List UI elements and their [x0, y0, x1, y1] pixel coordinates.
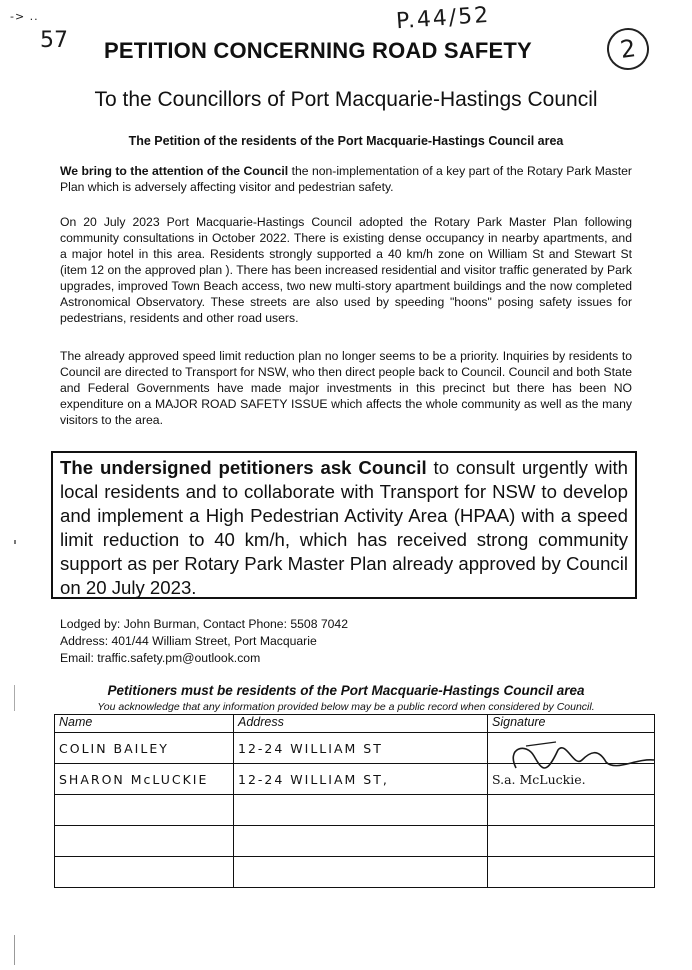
scan-artifact [14, 540, 16, 544]
signatory-signature[interactable]: S.a. McLuckie. [488, 764, 655, 795]
table-row [55, 857, 655, 888]
issue-paragraph: The already approved speed limit reduction plan no longer seems to be a priority. Inquiries by residents to Council are directed to Transport for NSW, who then direct people back to Council. Council and both State and Federal Governments have made major investments in this precinct but there has been NO expenditure on a MAJOR ROAD SAFETY ISSUE which affects the whole community as well as the many visitors to the area. [60, 349, 632, 427]
petition-request-box [51, 451, 637, 599]
header-name: Name [55, 715, 234, 733]
signatory-address[interactable] [234, 826, 488, 857]
request-text: to consult urgently with local residents and to collaborate with Transport for NSW to develop and implement a High Pedestrian Activity Area (HPAA) with a speed limit reduction to 40 km/h, which has received strong community support as per Rotary Park Master Plan already approved by Council on 20 July 2023. [60, 457, 628, 598]
handwritten-page-reference: P.44/52 [395, 2, 491, 35]
signatory-signature[interactable] [488, 795, 655, 826]
background-paragraph: On 20 July 2023 Port Macquarie-Hastings Council adopted the Rotary Park Master Plan following community consultations in October 2022. There is existing dense occupancy in nearby apartments, and a major hotel in this area. Residents strongly supported a 40 km/h zone on William St and Stewart St (item 12 on the approved plan ). There has been increased residential and visitor traffic generated by Park upgrades, improved Town Beach access, two new multi-story apartment buildings and the now completed Astronomical Observatory. These streets are also used by speeding "hoons" posing safety issues for pedestrians, residents and other road users. [60, 215, 632, 325]
margin-mark: -> .. [10, 10, 39, 23]
header-signature: Signature [488, 715, 655, 733]
circled-page-number: 2 [604, 25, 651, 72]
scan-artifact [14, 685, 15, 711]
intro-paragraph [60, 163, 632, 195]
signature-scrawl-icon [486, 738, 656, 780]
signatory-name[interactable] [55, 826, 234, 857]
margin-number: 57 [40, 28, 68, 53]
signatory-address[interactable]: 12-24 WILLIAM ST, [234, 764, 488, 795]
scan-artifact [14, 935, 15, 965]
request-bold-lead: The undersigned petitioners ask Council [60, 457, 427, 478]
petition-title: PETITION CONCERNING ROAD SAFETY [104, 38, 532, 63]
lodged-by-line: Lodged by: John Burman, Contact Phone: 5508 7042 [60, 617, 348, 631]
table-row [55, 826, 655, 857]
signatory-signature[interactable] [488, 857, 655, 888]
signatory-name[interactable]: SHARON McLUCKIE [55, 764, 234, 795]
signatory-name[interactable] [55, 857, 234, 888]
signatory-address[interactable] [234, 795, 488, 826]
signatory-address[interactable] [234, 857, 488, 888]
residents-requirement-note: Petitioners must be residents of the Port Macquarie-Hastings Council area [107, 683, 585, 698]
signatory-name[interactable]: COLIN BAILEY [55, 733, 234, 764]
intro-text: the non-implementation of a key part of the Rotary Park Master Plan which is adversely affecting visitor and pedestrian safety. [60, 164, 632, 194]
public-record-acknowledgement: You acknowledge that any information provided below may be a public record when considered by Council. [97, 701, 595, 713]
lodged-address-line: Address: 401/44 William Street, Port Macquarie [60, 634, 317, 648]
signatory-address[interactable]: 12-24 WILLIAM ST [234, 733, 488, 764]
intro-bold-lead: We bring to the attention of the Council [60, 164, 289, 178]
addressee-heading: To the Councillors of Port Macquarie-Hastings Council [94, 88, 598, 111]
lodged-by-details [60, 616, 348, 667]
petition-subtitle: The Petition of the residents of the Port Macquarie-Hastings Council area [128, 134, 564, 148]
header-address: Address [234, 715, 488, 733]
signatory-name[interactable] [55, 795, 234, 826]
table-header-row [55, 715, 655, 733]
signatory-signature[interactable] [488, 826, 655, 857]
table-row [55, 795, 655, 826]
lodged-email-line: Email: traffic.safety.pm@outlook.com [60, 651, 261, 665]
